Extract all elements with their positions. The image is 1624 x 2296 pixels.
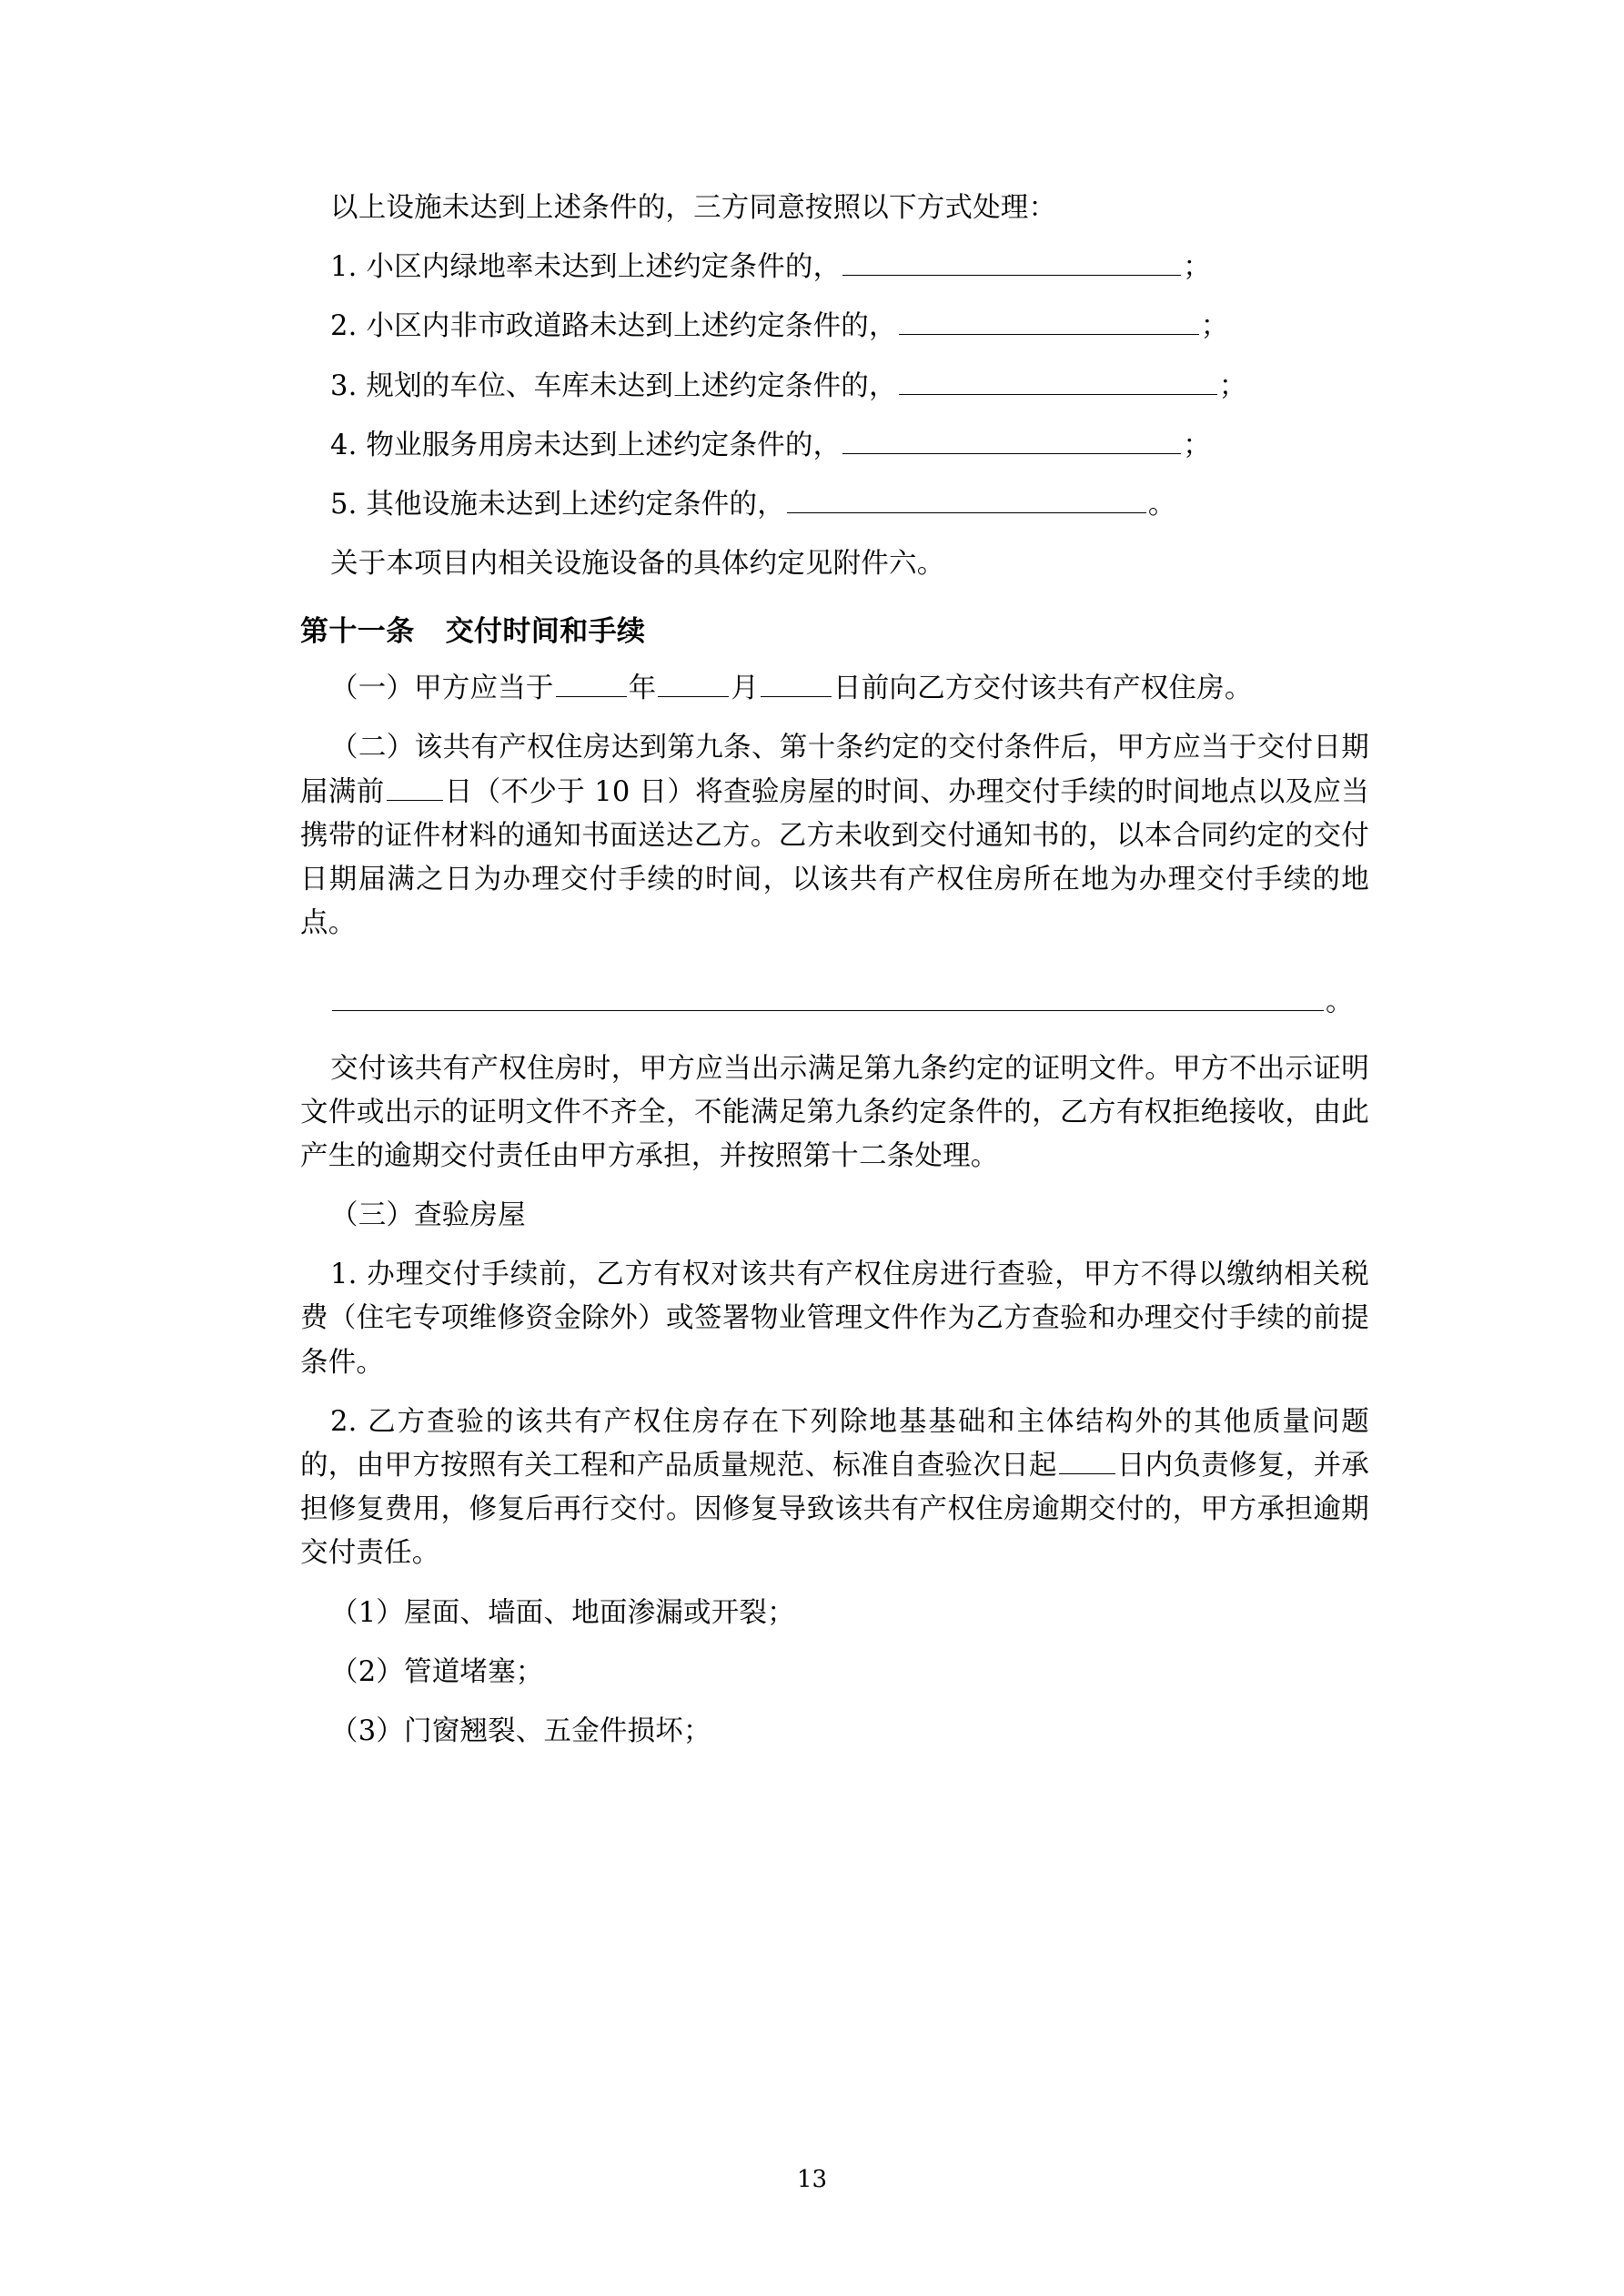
fill-blank-long[interactable]: [332, 982, 1324, 1011]
fill-blank-days-notice[interactable]: [387, 772, 443, 801]
list-item-4-suffix: ；: [1183, 429, 1211, 461]
paragraph-intro: 以上设施未达到上述条件的，三方同意按照以下方式处理：: [330, 192, 1057, 224]
list-item-5-suffix: 。: [1147, 488, 1176, 521]
list-item-1-suffix: ；: [1183, 251, 1211, 284]
page-number: 13: [796, 2166, 828, 2193]
fill-blank-3[interactable]: [899, 366, 1217, 395]
clause-2-continuation: 交付该共有产权住房时，甲方应当出示满足第九条约定的证明文件。甲方不出示证明文件或出示的证明文件不齐全，不能满足第九条约定条件的，乙方有权拒绝接收，由此产生的逾期交付责任由甲方承担，并按照第十二条处理。: [300, 1052, 1369, 1172]
clause-1-prefix: （一）甲方应当于: [330, 673, 554, 705]
section-number: 第十一条: [300, 615, 415, 649]
clause-2: [300, 726, 1369, 946]
fill-blank-2[interactable]: [899, 307, 1199, 336]
clause-2-blank-suffix: 。: [1326, 986, 1354, 1018]
fill-blank-year[interactable]: [556, 669, 627, 698]
sub-item-3: （3）门窗翘裂、五金件损坏；: [330, 1714, 711, 1747]
clause-3: （三）查验房屋: [330, 1199, 526, 1232]
clause-2-part1: （二）该共有产权住房达到第九条、第十条约定的交付条件后，甲方应当于交付日期届满前: [300, 732, 1369, 808]
section-title: 交付时间和手续: [445, 615, 646, 649]
list-item-1-text: 1. 小区内绿地率未达到上述约定条件的，: [330, 251, 842, 284]
clause-3-item-2: [300, 1401, 1369, 1576]
fill-blank-1[interactable]: [842, 248, 1181, 277]
list-item-4: [300, 424, 1369, 468]
list-item-2-suffix: ；: [1200, 310, 1229, 343]
clause-1-month-label: 月: [731, 673, 760, 705]
fill-blank-month[interactable]: [658, 669, 729, 698]
fill-blank-5[interactable]: [787, 484, 1146, 513]
fill-blank-day[interactable]: [761, 669, 832, 698]
fill-blank-4[interactable]: [842, 425, 1181, 454]
clause-3-item-2-part2: 日内负责修复，并承担修复费用，修复后再行交付。因修复导致该共有产权住房逾期交付的，甲方承担逾期交付责任。: [300, 1450, 1369, 1570]
clause-2-part2: 日（不少于 10 日）将查验房屋的时间、办理交付手续的时间地点以及应当携带的证件材料的通知书面送达乙方。乙方未收到交付通知书的，以本合同约定的交付日期届满之日为办理交付手续的时间，以该共有产权住房所在地为办理交付手续的地点。: [300, 775, 1369, 940]
clause-3-item-1: 1. 办理交付手续前，乙方有权对该共有产权住房进行查验，甲方不得以缴纳相关税费（住宅专项维修资金除外）或签署物业管理文件作为乙方查验和办理交付手续的前提条件。: [300, 1259, 1369, 1379]
clause-1-year-label: 年: [628, 673, 657, 705]
clause-3-item-2-part1: 2. 乙方查验的该共有产权住房存在下列除地基基础和主体结构外的其他质量问题的，由甲方按照有关工程和产品质量规范、标准自查验次日起: [300, 1405, 1369, 1482]
list-item-3-suffix: ；: [1218, 369, 1247, 402]
list-item-3: [300, 365, 1369, 409]
clause-1-suffix: 日前向乙方交付该共有产权住房。: [833, 673, 1253, 705]
page-content: [300, 187, 1369, 1769]
clause-2-blank-line: [300, 982, 1369, 1019]
list-item-2: [300, 305, 1369, 349]
section-heading: [300, 610, 1369, 654]
list-item-3-text: 3. 规划的车位、车库未达到上述约定条件的，: [330, 369, 897, 402]
list-item-4-text: 4. 物业服务用房未达到上述约定条件的，: [330, 429, 842, 461]
sub-item-1: （1）屋面、墙面、地面渗漏或开裂；: [330, 1596, 795, 1629]
fill-blank-repair-days[interactable]: [1059, 1446, 1115, 1475]
paragraph-annex: 关于本项目内相关设施设备的具体约定见附件六。: [330, 548, 945, 581]
list-item-1: [300, 246, 1369, 289]
list-item-2-text: 2. 小区内非市政道路未达到上述约定条件的，: [330, 310, 897, 343]
list-item-5-text: 5. 其他设施未达到上述约定条件的，: [330, 488, 785, 521]
sub-item-2: （2）管道堵塞；: [330, 1655, 544, 1688]
list-item-5: [300, 483, 1369, 527]
clause-1: [300, 667, 1369, 711]
